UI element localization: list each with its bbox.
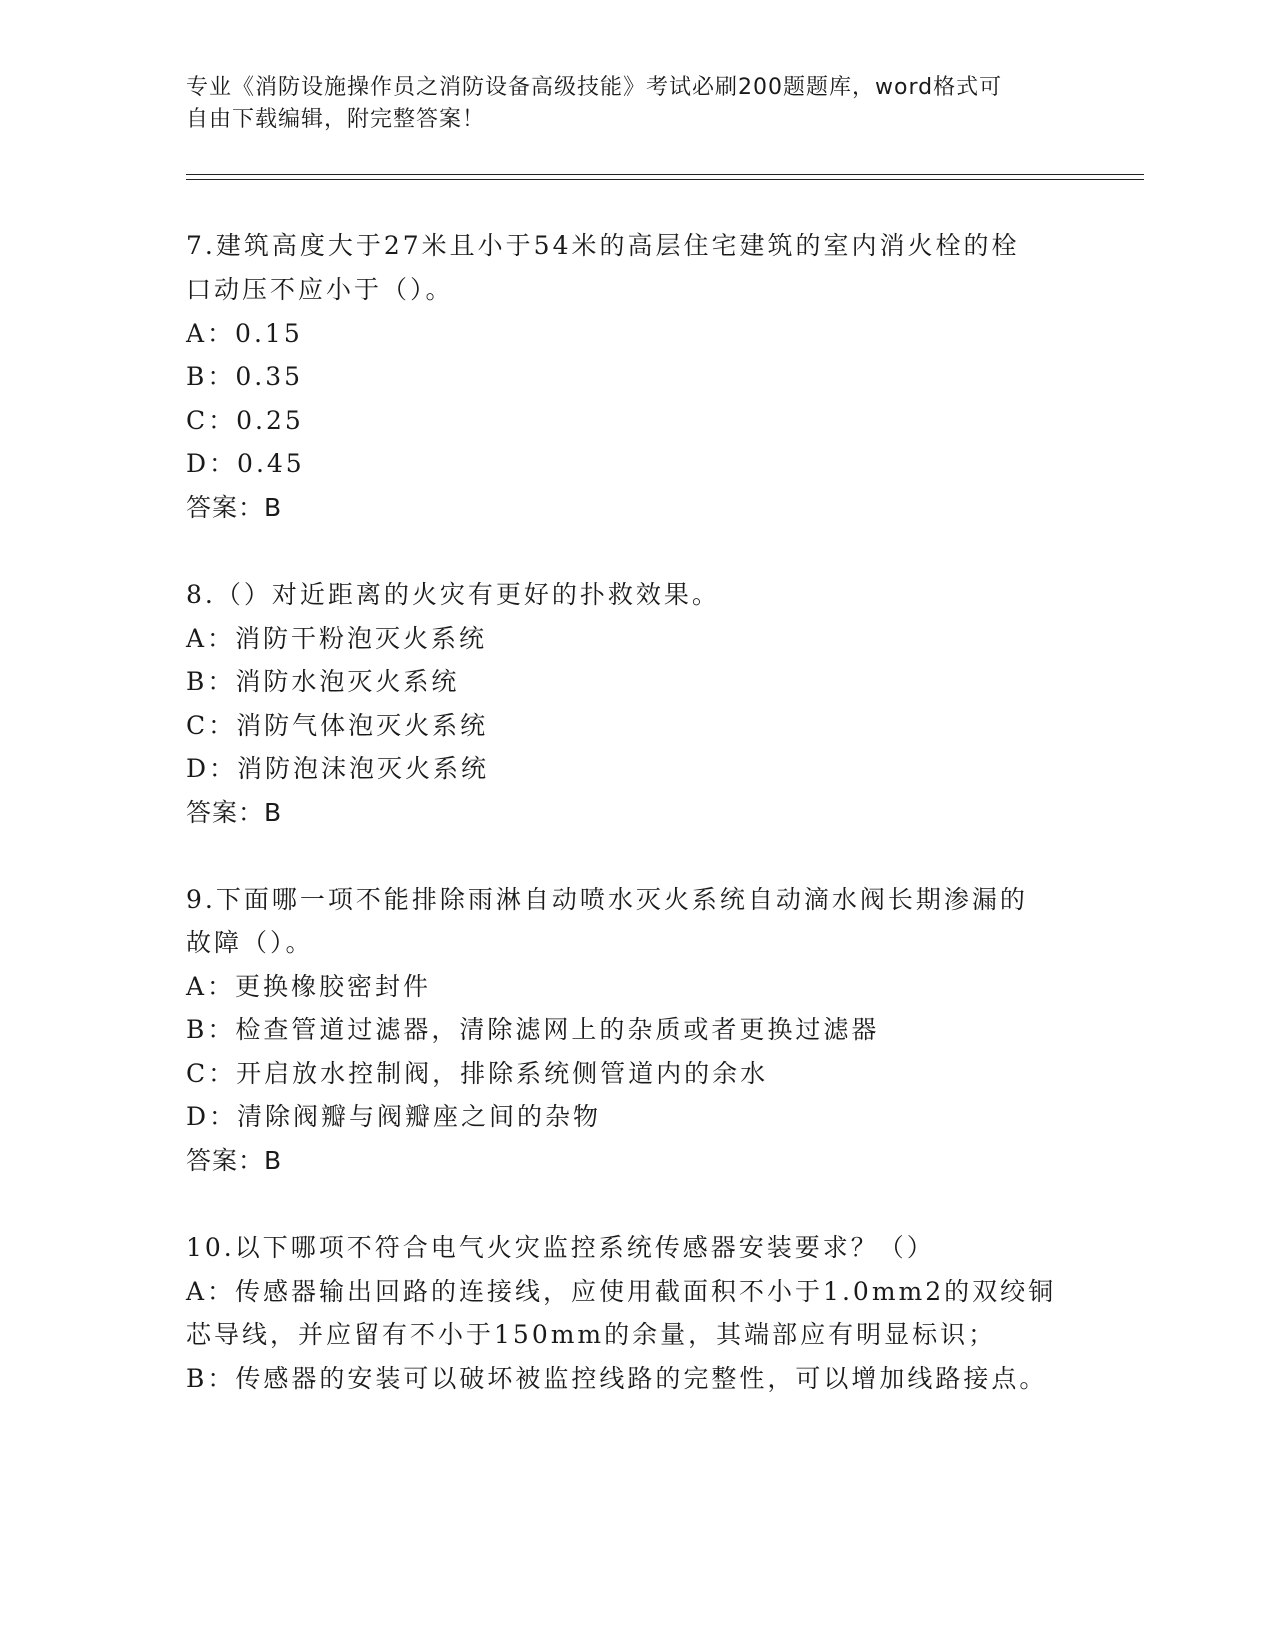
question-9-answer: 答案：B <box>186 1146 283 1175</box>
question-9-option-c: C：开启放水控制阀，排除系统侧管道内的余水 <box>186 1059 769 1088</box>
question-7-option-a: A：0.15 <box>186 319 303 348</box>
question-8-option-a: A：消防干粉泡灭火系统 <box>186 624 488 653</box>
header-divider-top <box>186 174 1144 175</box>
question-7-stem-line-1: 7.建筑高度大于27米且小于54米的高层住宅建筑的室内消火栓的栓 <box>186 231 1020 260</box>
question-10-option-b: B：传感器的安装可以破坏被监控线路的完整性，可以增加线路接点。 <box>186 1364 1048 1393</box>
question-10-option-a-line-2: 芯导线，并应留有不小于150mm的余量，其端部应有明显标识； <box>186 1320 997 1349</box>
question-10-stem-line-1: 10.以下哪项不符合电气火灾监控系统传感器安装要求？（） <box>186 1233 935 1262</box>
question-10-option-a-line-1: A：传感器输出回路的连接线，应使用截面积不小于1.0mm2的双绞铜 <box>186 1277 1057 1306</box>
header-line-1: 专业《消防设施操作员之消防设备高级技能》考试必刷200题题库，word格式可 <box>186 75 1003 100</box>
question-9-option-b: B：检查管道过滤器，清除滤网上的杂质或者更换过滤器 <box>186 1015 880 1044</box>
question-7-answer: 答案：B <box>186 493 283 522</box>
question-7-option-c: C：0.25 <box>186 406 304 435</box>
question-8-option-c: C：消防气体泡灭火系统 <box>186 711 489 740</box>
question-9-stem-line-2: 故障（）。 <box>186 928 314 957</box>
header-line-2: 自由下载编辑，附完整答案！ <box>186 107 486 132</box>
question-8-option-d: D：消防泡沫泡灭火系统 <box>186 754 490 783</box>
question-9-option-d: D：清除阀瓣与阀瓣座之间的杂物 <box>186 1102 602 1131</box>
document-header <box>186 72 1066 136</box>
question-7-option-b: B：0.35 <box>186 362 304 391</box>
question-7-option-d: D：0.45 <box>186 449 305 478</box>
header-divider-bottom <box>186 179 1144 180</box>
question-9-option-a: A：更换橡胶密封件 <box>186 972 432 1001</box>
question-8-answer: 答案：B <box>186 798 283 827</box>
question-9-stem-line-1: 9.下面哪一项不能排除雨淋自动喷水灭火系统自动滴水阀长期渗漏的 <box>186 885 1028 914</box>
question-8-stem-line-1: 8.（）对近距离的火灾有更好的扑救效果。 <box>186 580 720 609</box>
question-8-option-b: B：消防水泡灭火系统 <box>186 667 460 696</box>
question-7-stem-line-2: 口动压不应小于（）。 <box>186 275 454 304</box>
